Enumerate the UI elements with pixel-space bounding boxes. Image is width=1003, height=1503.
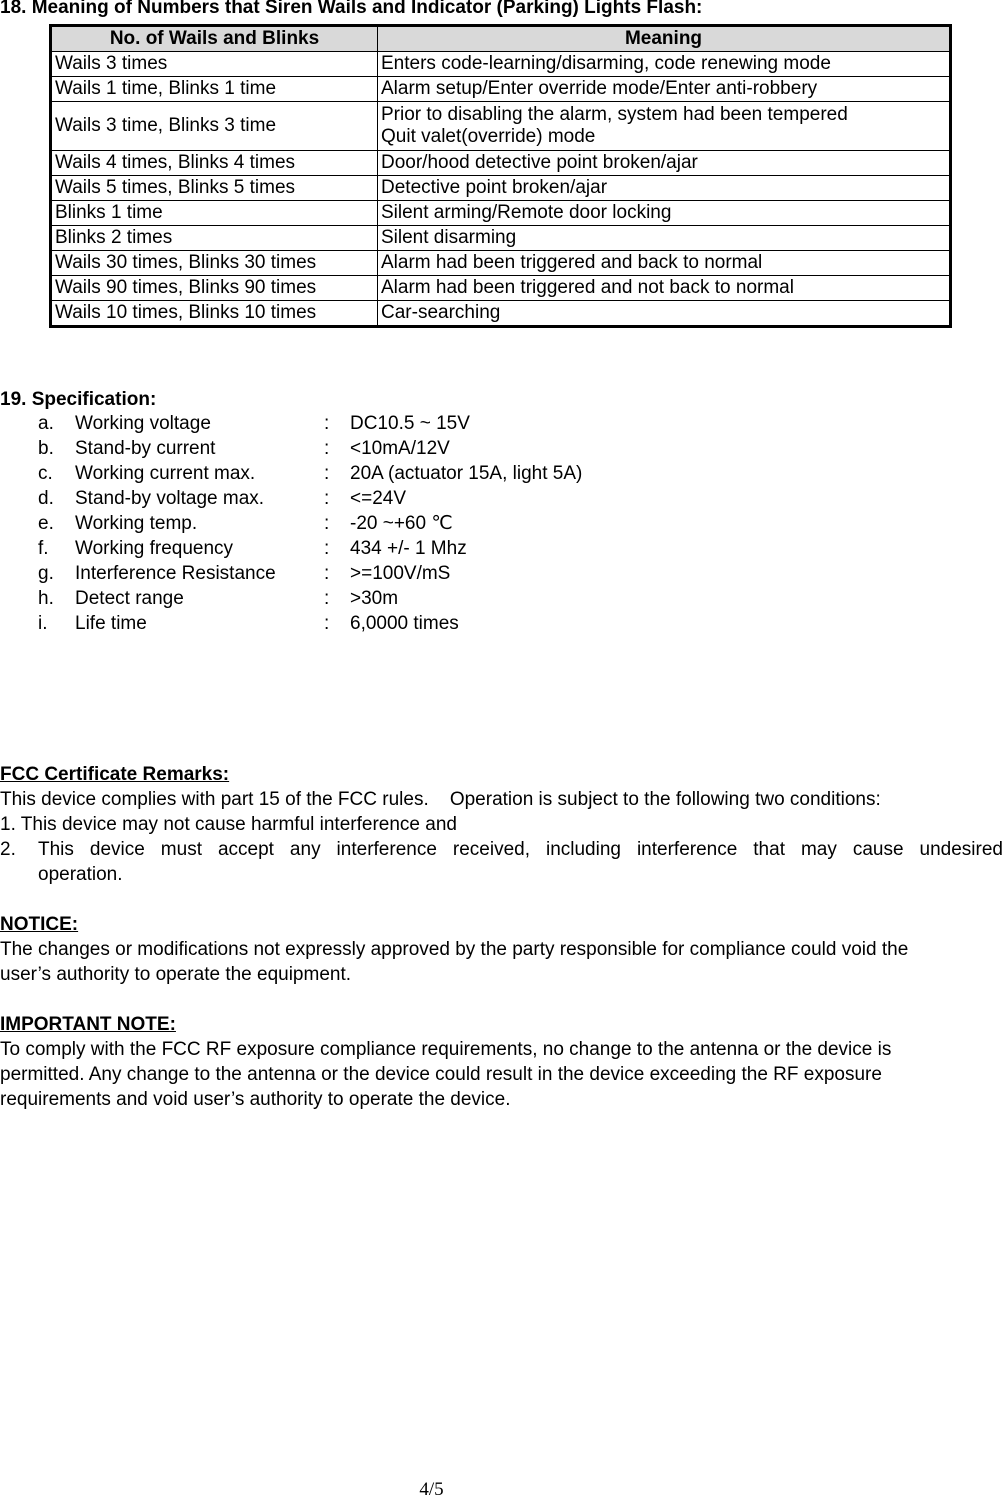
meaning-cell: Alarm had been triggered and back to normal bbox=[378, 251, 951, 276]
count-cell: Wails 4 times, Blinks 4 times bbox=[51, 151, 378, 176]
important-note-line-3: requirements and void user’s authority to operate the device. bbox=[0, 1089, 511, 1110]
spec-item bbox=[0, 412, 700, 437]
page-number: 4/5 bbox=[419, 1479, 444, 1500]
spec-letter: b. bbox=[38, 438, 54, 459]
count-cell: Blinks 1 time bbox=[51, 201, 378, 226]
count-cell: Wails 1 time, Blinks 1 time bbox=[51, 77, 378, 102]
spec-value: <10mA/12V bbox=[350, 438, 450, 459]
column-header-count: No. of Wails and Blinks bbox=[51, 26, 378, 52]
fcc-intro: This device complies with part 15 of the FCC rules. Operation is subject to the following two conditions: bbox=[0, 789, 881, 810]
spec-letter: a. bbox=[38, 413, 54, 434]
spec-label: Working current max. bbox=[75, 463, 256, 484]
spec-value: 20A (actuator 15A, light 5A) bbox=[350, 463, 583, 484]
spec-value: 6,0000 times bbox=[350, 613, 459, 634]
count-cell: Wails 3 time, Blinks 3 time bbox=[51, 102, 378, 151]
spec-letter: i. bbox=[38, 613, 48, 634]
meaning-cell bbox=[378, 102, 951, 151]
table-row bbox=[51, 226, 951, 251]
meaning-cell: Door/hood detective point broken/ajar bbox=[378, 151, 951, 176]
important-note-line-1: To comply with the FCC RF exposure compliance requirements, no change to the antenna or the device is bbox=[0, 1039, 892, 1060]
meaning-cell: Silent arming/Remote door locking bbox=[378, 201, 951, 226]
meaning-cell: Enters code-learning/disarming, code renewing mode bbox=[378, 52, 951, 77]
spec-label: Detect range bbox=[75, 588, 184, 609]
count-cell: Wails 10 times, Blinks 10 times bbox=[51, 301, 378, 327]
spec-colon: : bbox=[324, 588, 330, 609]
table-row bbox=[51, 301, 951, 327]
count-cell: Wails 90 times, Blinks 90 times bbox=[51, 276, 378, 301]
spec-item bbox=[0, 487, 700, 512]
spec-letter: h. bbox=[38, 588, 54, 609]
meaning-cell: Alarm setup/Enter override mode/Enter anti-robbery bbox=[378, 77, 951, 102]
meaning-cell: Detective point broken/ajar bbox=[378, 176, 951, 201]
table-row bbox=[51, 176, 951, 201]
spec-item bbox=[0, 462, 700, 487]
fcc-heading: FCC Certificate Remarks: bbox=[0, 764, 230, 785]
important-note-heading: IMPORTANT NOTE: bbox=[0, 1014, 176, 1035]
spec-colon: : bbox=[324, 413, 330, 434]
spec-letter: e. bbox=[38, 513, 54, 534]
meaning-line: Prior to disabling the alarm, system had been tempered bbox=[381, 104, 848, 125]
spec-item bbox=[0, 512, 700, 537]
spec-colon: : bbox=[324, 463, 330, 484]
spec-item bbox=[0, 562, 700, 587]
notice-heading: NOTICE: bbox=[0, 914, 79, 935]
meaning-cell: Alarm had been triggered and not back to normal bbox=[378, 276, 951, 301]
spec-value: >30m bbox=[350, 588, 399, 609]
table-header-row bbox=[51, 26, 951, 52]
spec-colon: : bbox=[324, 538, 330, 559]
table-row bbox=[51, 251, 951, 276]
spec-letter: f. bbox=[38, 538, 49, 559]
table-row bbox=[51, 201, 951, 226]
spec-label: Working frequency bbox=[75, 538, 234, 559]
spec-value: >=100V/mS bbox=[350, 563, 451, 584]
table-row bbox=[51, 77, 951, 102]
section-18-title: 18. Meaning of Numbers that Siren Wails and Indicator (Parking) Lights Flash: bbox=[0, 0, 703, 18]
condition-2-line-1: This device must accept any interference received, including interference that may cause undesired bbox=[38, 839, 1003, 860]
spec-colon: : bbox=[324, 438, 330, 459]
spec-colon: : bbox=[324, 613, 330, 634]
spec-value: 434 +/- 1 Mhz bbox=[350, 538, 467, 559]
meaning-cell: Silent disarming bbox=[378, 226, 951, 251]
spec-colon: : bbox=[324, 513, 330, 534]
notice-line-1: The changes or modifications not expressly approved by the party responsible for compliance could void the bbox=[0, 939, 909, 960]
column-header-meaning: Meaning bbox=[378, 26, 951, 52]
spec-value: <=24V bbox=[350, 488, 406, 509]
spec-letter: c. bbox=[38, 463, 53, 484]
important-note-line-2: permitted. Any change to the antenna or the device could result in the device exceeding the RF exposure bbox=[0, 1064, 882, 1085]
meaning-cell: Car-searching bbox=[378, 301, 951, 327]
count-cell: Wails 5 times, Blinks 5 times bbox=[51, 176, 378, 201]
spec-colon: : bbox=[324, 563, 330, 584]
condition-2-line-2: operation. bbox=[38, 864, 123, 885]
spec-item bbox=[0, 437, 700, 462]
spec-item bbox=[0, 587, 700, 612]
table-row bbox=[51, 52, 951, 77]
spec-label: Stand-by voltage max. bbox=[75, 488, 265, 509]
spec-letter: g. bbox=[38, 563, 54, 584]
condition-2-number: 2. bbox=[0, 839, 16, 860]
count-cell: Wails 30 times, Blinks 30 times bbox=[51, 251, 378, 276]
fcc-condition-1: 1. This device may not cause harmful interference and bbox=[0, 814, 457, 835]
spec-label: Interference Resistance bbox=[75, 563, 276, 584]
table-row bbox=[51, 151, 951, 176]
count-cell: Blinks 2 times bbox=[51, 226, 378, 251]
spec-label: Working temp. bbox=[75, 513, 198, 534]
spec-value: -20 ~+60 ℃ bbox=[350, 513, 453, 534]
count-cell: Wails 3 times bbox=[51, 52, 378, 77]
spec-colon: : bbox=[324, 488, 330, 509]
table-row bbox=[51, 102, 951, 151]
spec-value: DC10.5 ~ 15V bbox=[350, 413, 470, 434]
spec-label: Working voltage bbox=[75, 413, 211, 434]
spec-label: Life time bbox=[75, 613, 147, 634]
spec-item bbox=[0, 537, 700, 562]
section-19-title: 19. Specification: bbox=[0, 389, 157, 410]
meaning-line: Quit valet(override) mode bbox=[381, 126, 596, 147]
table-row bbox=[51, 276, 951, 301]
wails-blinks-table bbox=[49, 24, 952, 328]
spec-item bbox=[0, 612, 700, 637]
spec-label: Stand-by current bbox=[75, 438, 216, 459]
notice-line-2: user’s authority to operate the equipment. bbox=[0, 964, 352, 985]
spec-letter: d. bbox=[38, 488, 54, 509]
